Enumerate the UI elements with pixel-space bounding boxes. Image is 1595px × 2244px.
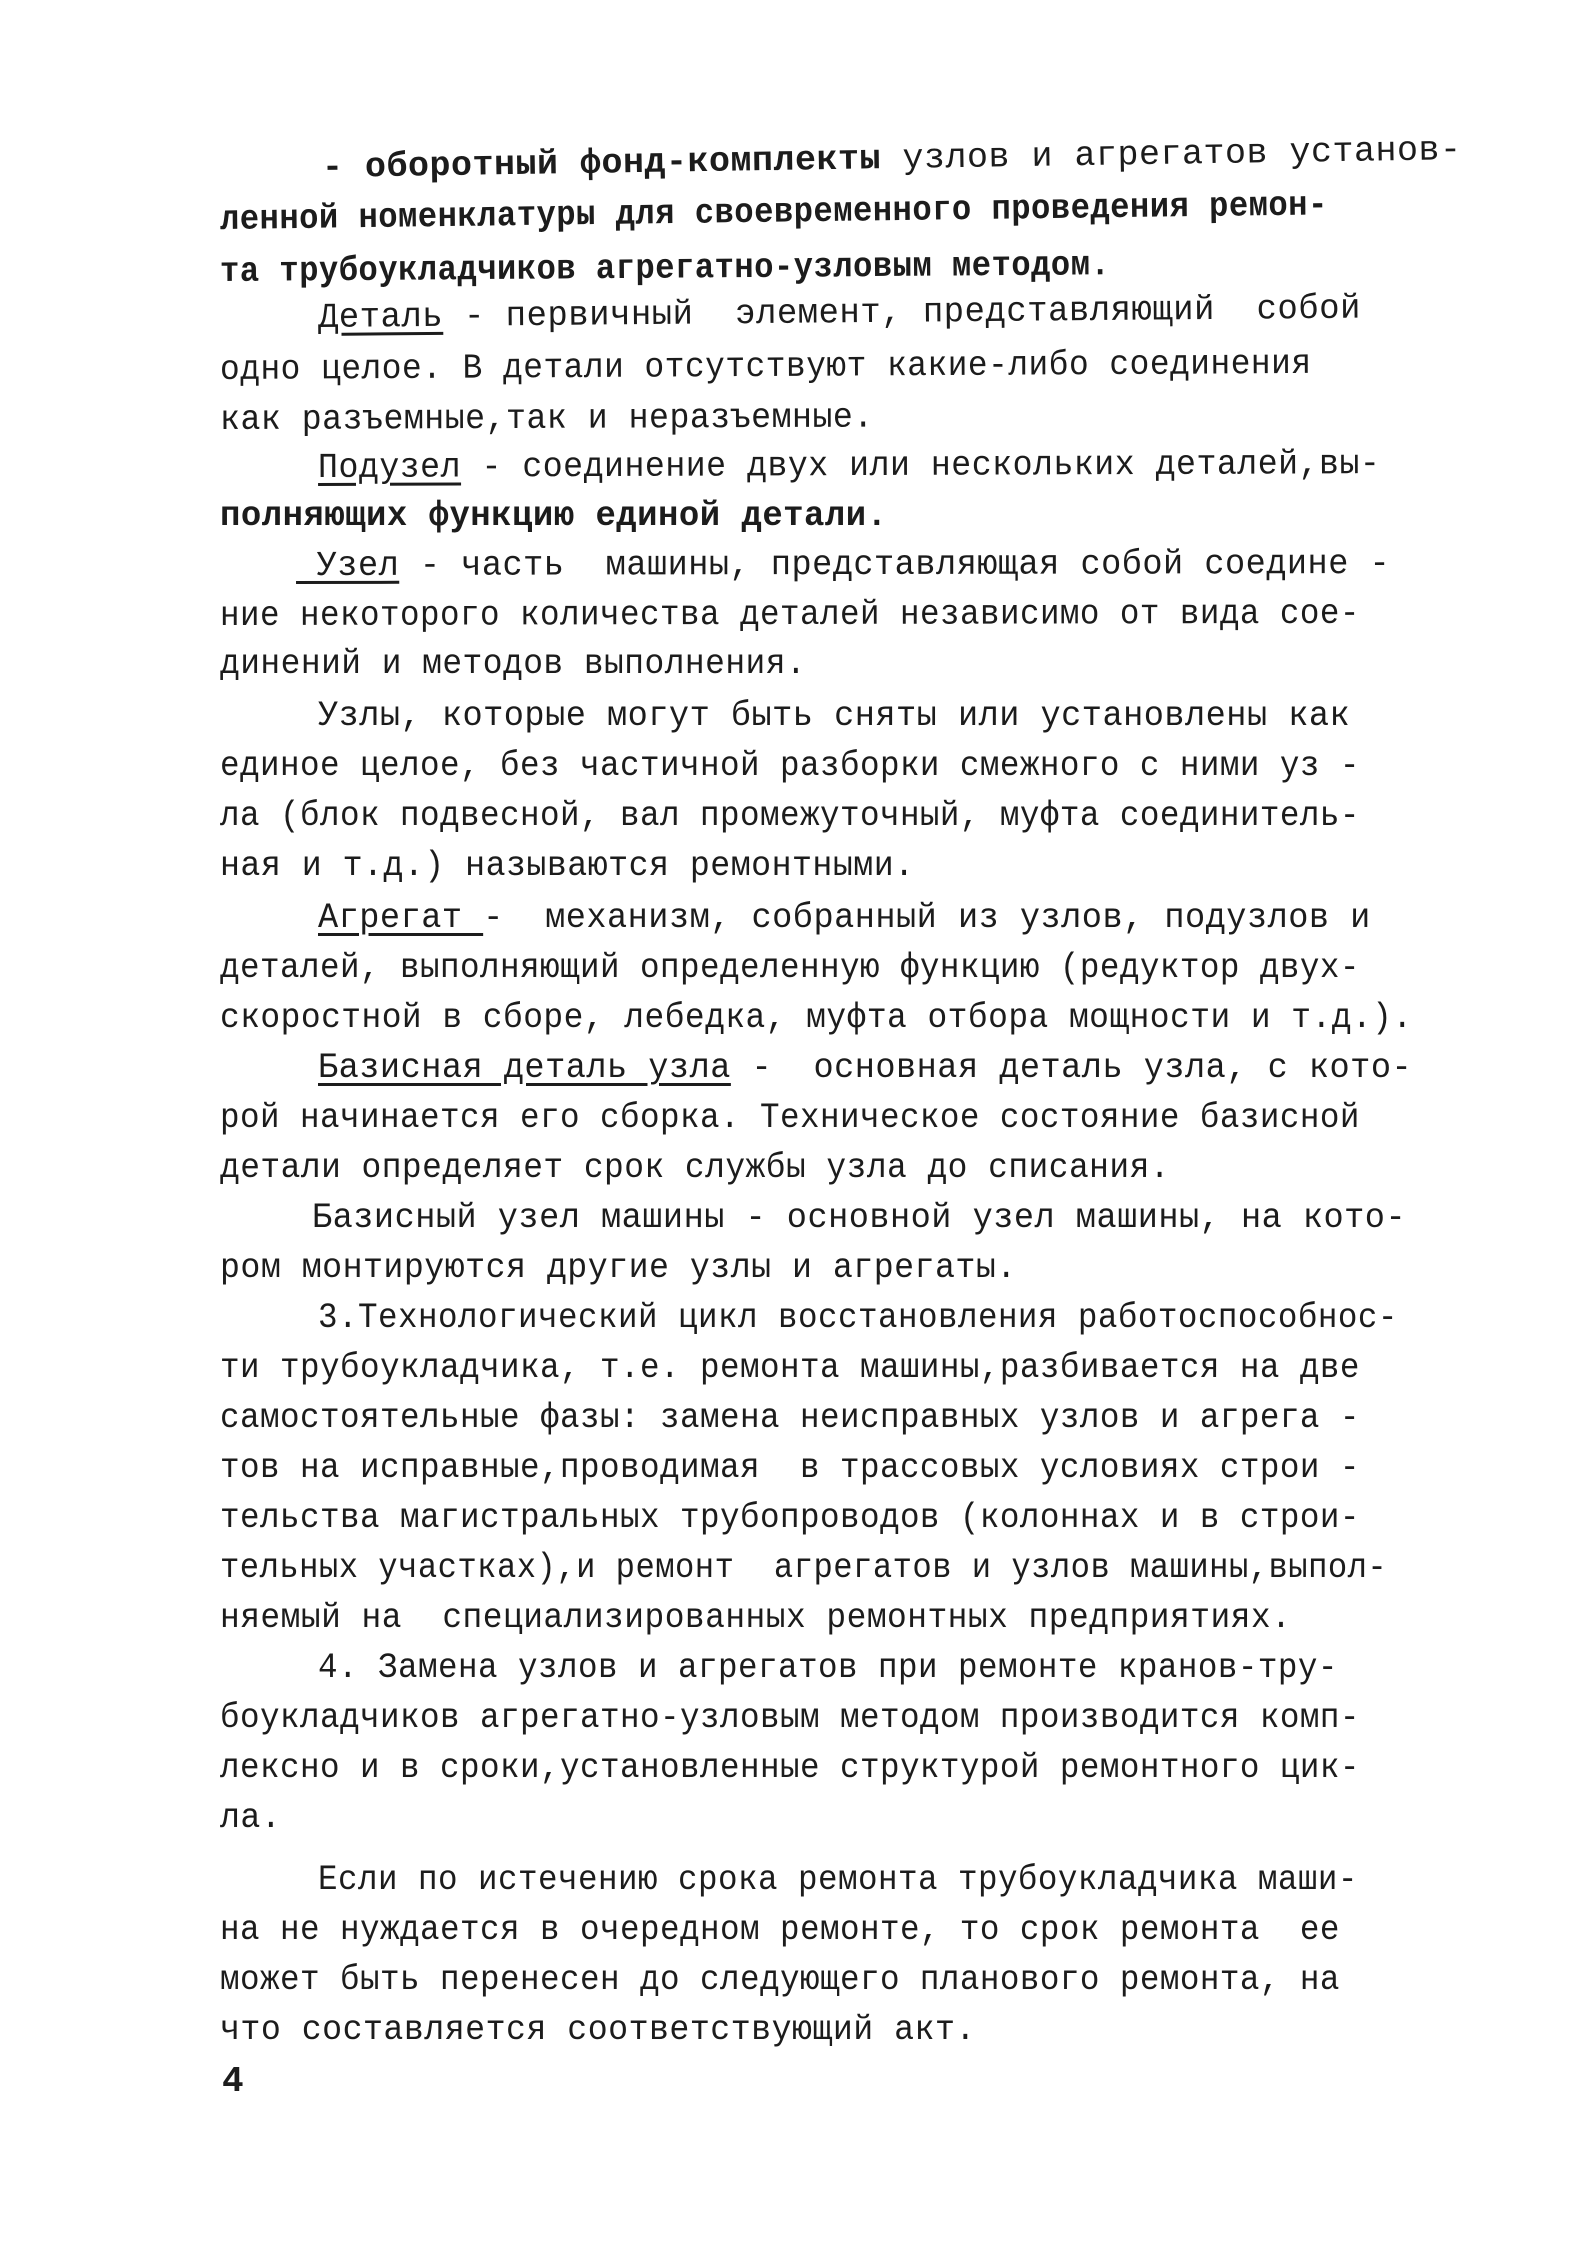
text-line: как разъемные,так и неразъемные.: [219, 397, 874, 440]
text-line: тельных участках),и ремонт агрегатов и узлов машины,выпол-: [220, 1548, 1388, 1588]
text-line: Узлы, которые могут быть сняты или установлены как: [318, 696, 1351, 736]
text-line: Если по истечению срока ремонта трубоукладчика маши-: [318, 1860, 1358, 1900]
text-line: что составляется соответствующий акт.: [220, 2010, 976, 2050]
term-underlined: Узел: [295, 545, 400, 586]
text-line: рой начинается его сборка. Техническое состояние базисной: [220, 1098, 1360, 1138]
text-line: динений и методов выполнения.: [220, 644, 807, 684]
text-line: Базисная деталь узла - основная деталь узла, с кото-: [318, 1048, 1413, 1088]
page-number: 4: [222, 2061, 244, 2102]
text-line: лексно и в сроки,установленные структурой ремонтного цик-: [220, 1748, 1360, 1788]
text-line: детали определяет срок службы узла до списания.: [220, 1148, 1171, 1188]
text-line: 4. Замена узлов и агрегатов при ремонте кранов-тру-: [318, 1648, 1338, 1688]
text-line: няемый на специализированных ремонтных предприятиях.: [220, 1598, 1292, 1638]
text-line: Узел - часть машины, представляющая собой соедине -: [295, 544, 1391, 586]
text-line: ла (блок подвесной, вал промежуточный, муфта соединитель-: [220, 796, 1360, 836]
text-line: ла.: [220, 1798, 282, 1838]
text-line: на не нуждается в очередном ремонте, то срок ремонта ее: [220, 1910, 1340, 1950]
text-line: ти трубоукладчика, т.е. ремонта машины,разбивается на две: [220, 1348, 1360, 1388]
text-line: Агрегат - механизм, собранный из узлов, подузлов и: [318, 898, 1371, 938]
text-line: 3.Технологический цикл восстановления работоспособнос-: [318, 1298, 1398, 1338]
term-underlined: Деталь: [317, 296, 444, 338]
bold-term: - оборотный фонд-комплекты: [321, 139, 882, 188]
text-line: скоростной в сборе, лебедка, муфта отбора мощности и т.д.).: [220, 998, 1413, 1038]
term-underlined: Подузел: [317, 447, 462, 488]
text-line: ная и т.д.) называются ремонтными.: [220, 846, 915, 886]
text-line: ние некоторого количества деталей независимо от вида сое-: [219, 593, 1360, 636]
text-line: Деталь - первичный элемент, представляющий собой: [317, 288, 1362, 338]
text-line: тов на исправные,проводимая в трассовых условиях строи -: [220, 1448, 1360, 1488]
text-line: Базисный узел машины - основной узел машины, на кото-: [312, 1198, 1407, 1238]
text-line: тельства магистральных трубопроводов (колоннах и в строи-: [220, 1498, 1360, 1538]
text-line: может быть перенесен до следующего планового ремонта, на: [220, 1960, 1340, 2000]
term-underlined: Базисная деталь узла: [318, 1048, 731, 1088]
text-line: одно целое. В детали отсутствуют какие-либо соединения: [219, 343, 1312, 390]
text-line: единое целое, без частичной разборки смежного с ними уз -: [220, 746, 1360, 786]
text-line: Подузел - соединение двух или нескольких деталей,вы-: [317, 444, 1381, 488]
text-line: - оборотный фонд-комплекты узлов и агрегатов установ-: [321, 130, 1462, 188]
text-line: ром монтируются другие узлы и агрегаты.: [220, 1248, 1017, 1288]
text-line: боукладчиков агрегатно-узловым методом производится комп-: [220, 1698, 1360, 1738]
term-underlined: Агрегат: [318, 898, 484, 938]
text-line: самостоятельные фазы: замена неисправных узлов и агрега -: [220, 1398, 1360, 1438]
text-line: ленной номенклатуры для своевременного проведения ремон-: [219, 185, 1329, 240]
text-line: деталей, выполняющий определенную функцию (редуктор двух-: [220, 948, 1360, 988]
text-line: полняющих функцию единой детали.: [220, 496, 888, 536]
text-line: та трубоукладчиков агрегатно-узловым методом.: [219, 245, 1111, 292]
